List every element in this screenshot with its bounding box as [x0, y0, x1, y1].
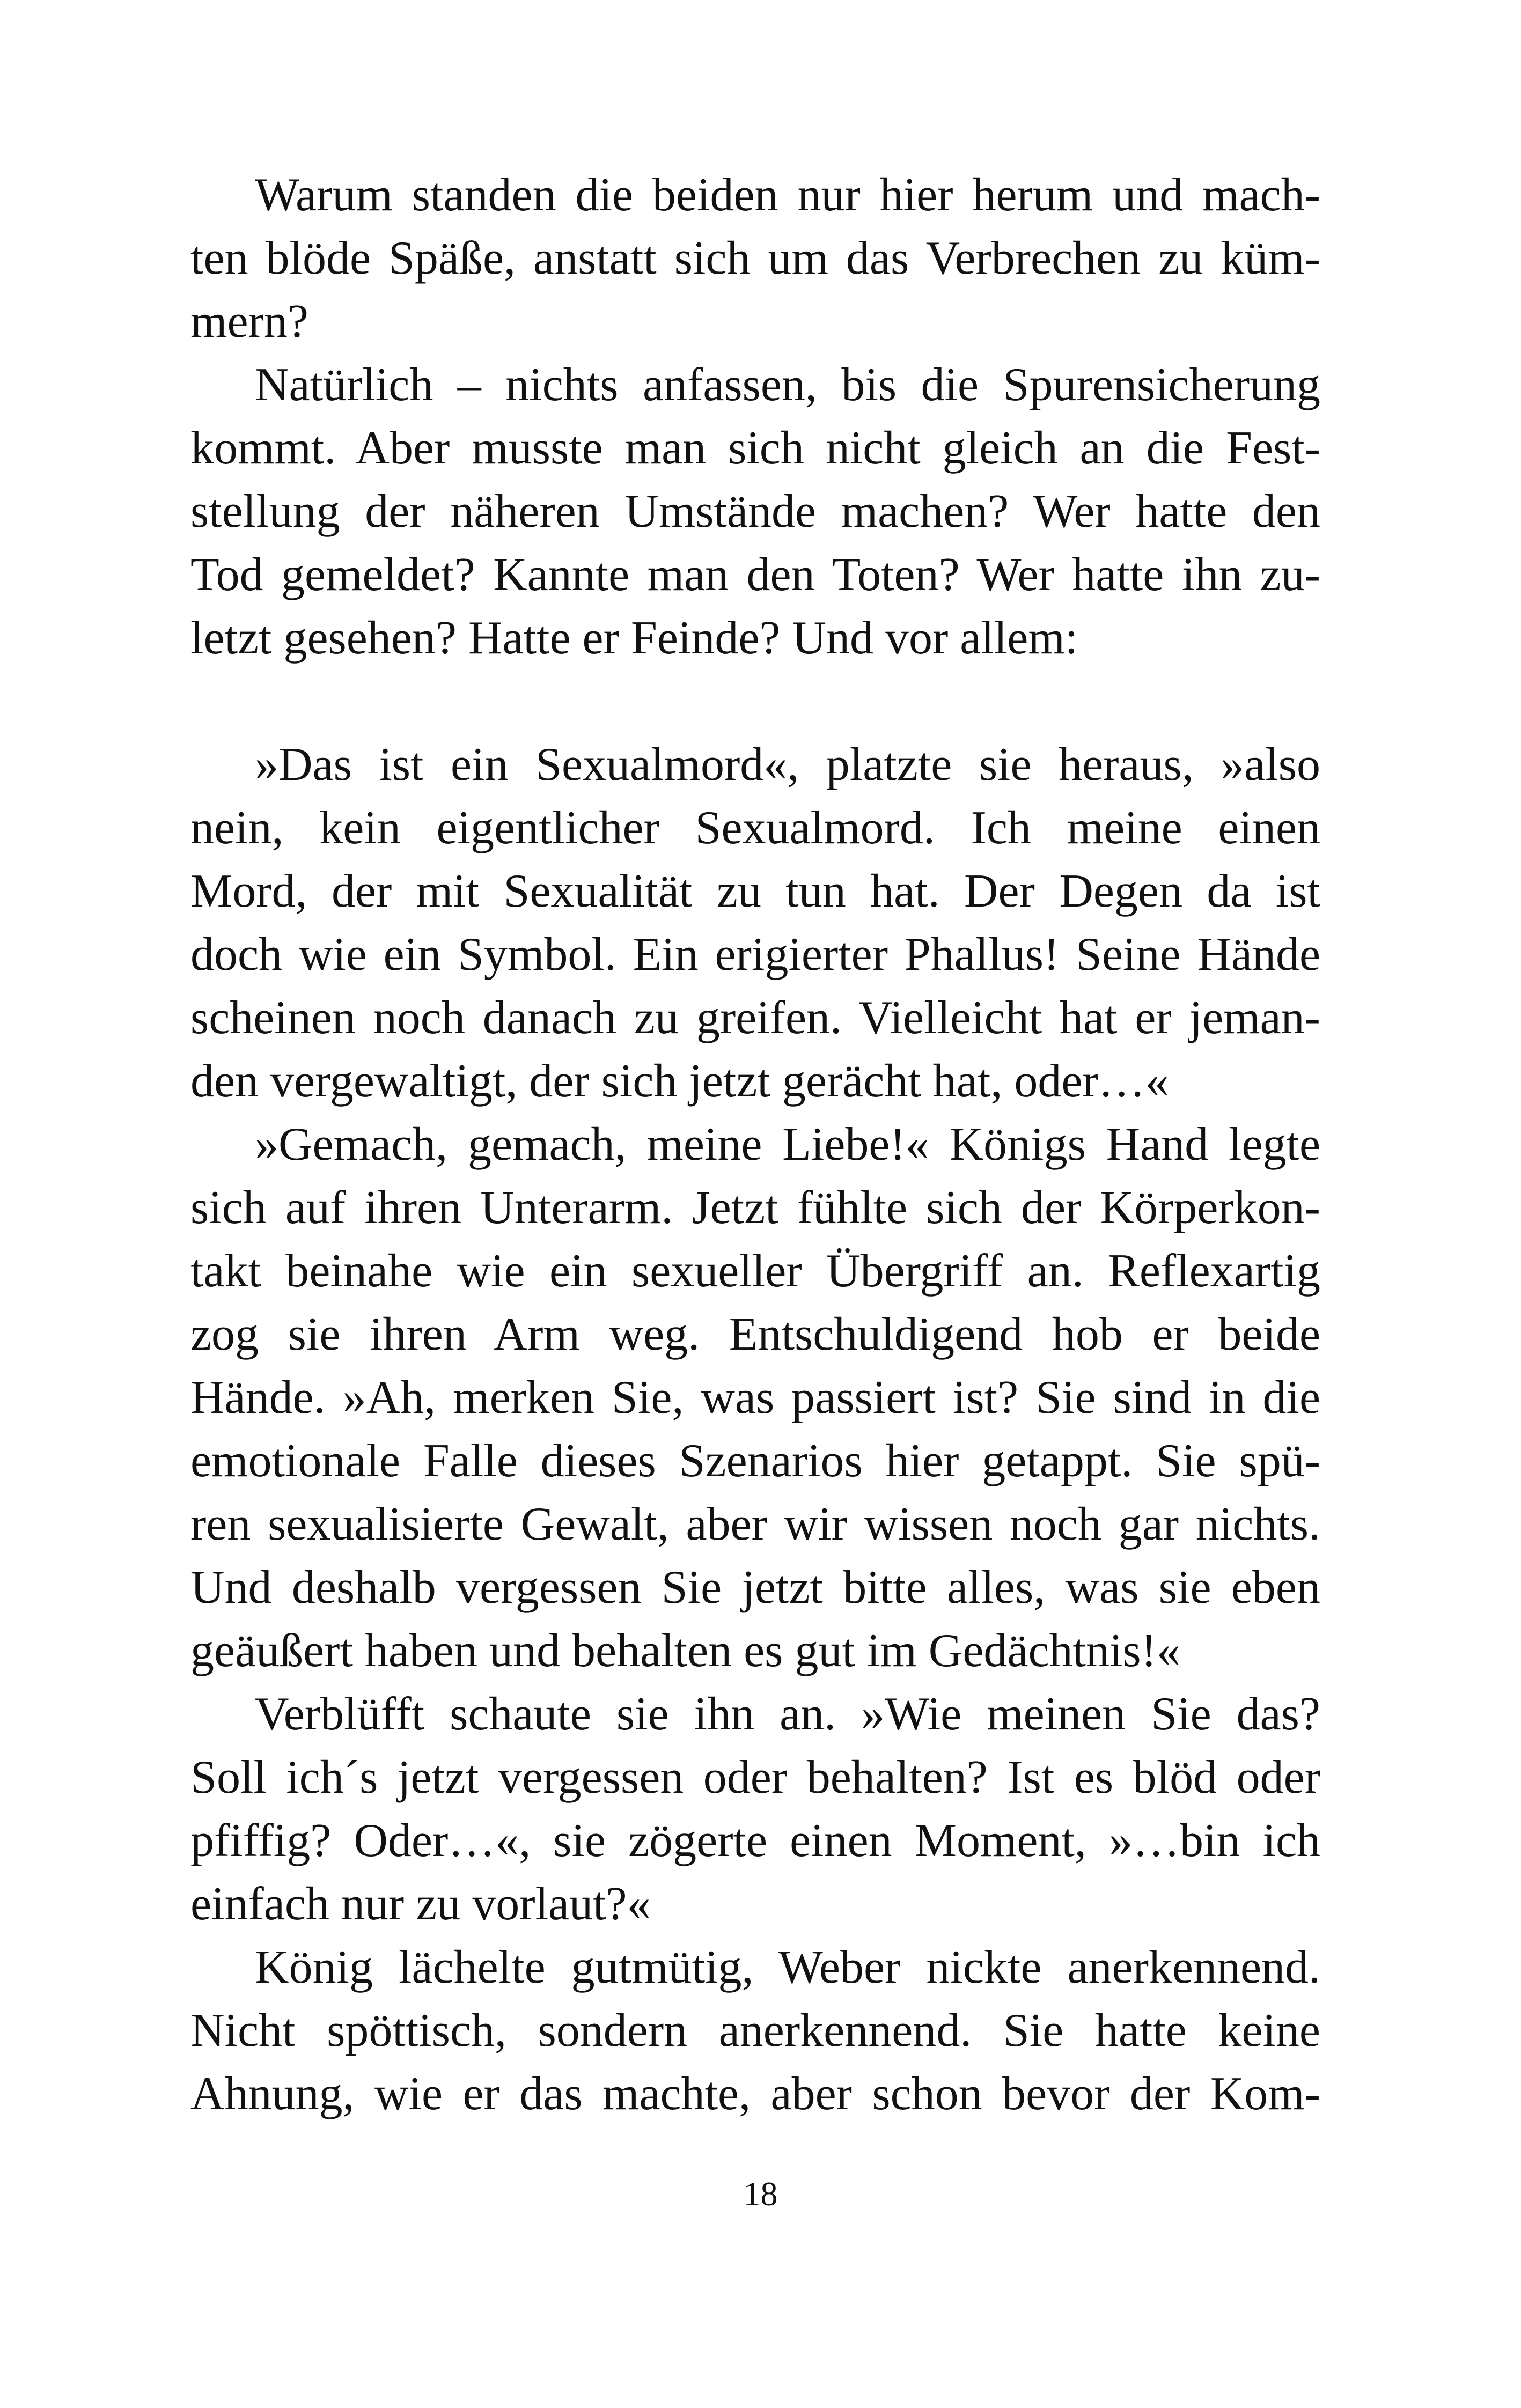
text-line: pfiffig? Oder…«, sie zögerte einen Moment, »…bin ich [190, 1815, 1320, 1867]
text-line: Verblüfft schaute sie ihn an. »Wie meinen Sie das? [255, 1688, 1320, 1740]
text-line: ren sexualisierte Gewalt, aber wir wissen noch gar nichts. [190, 1498, 1320, 1550]
text-line: nein, kein eigentlicher Sexualmord. Ich meine einen [190, 802, 1320, 854]
text-line: einfach nur zu vorlaut?« [190, 1878, 651, 1930]
text-line: Warum standen die beiden nur hier herum und mach- [255, 169, 1320, 221]
page-number: 18 [743, 2175, 778, 2213]
text-line: ten blöde Späße, anstatt sich um das Verbrechen zu küm- [190, 232, 1320, 284]
text-line: Soll ich´s jetzt vergessen oder behalten? Ist es blöd oder [190, 1751, 1320, 1803]
text-line: sich auf ihren Unterarm. Jetzt fühlte sich der Körperkon- [190, 1182, 1320, 1234]
text-line: emotionale Falle dieses Szenarios hier getappt. Sie spü- [190, 1435, 1320, 1487]
text-line: »Das ist ein Sexualmord«, platzte sie heraus, »also [255, 739, 1320, 791]
text-line: Und deshalb vergessen Sie jetzt bitte alles, was sie eben [190, 1562, 1320, 1614]
text-line: Tod gemeldet? Kannte man den Toten? Wer hatte ihn zu- [190, 549, 1320, 601]
text-line: letzt gesehen? Hatte er Feinde? Und vor allem: [190, 612, 1078, 664]
text-line: den vergewaltigt, der sich jetzt gerächt hat, oder…« [190, 1055, 1169, 1107]
text-line: geäußert haben und behalten es gut im Gedächtnis!« [190, 1625, 1180, 1677]
text-line: König lächelte gutmütig, Weber nickte anerkennend. [255, 1941, 1320, 1993]
text-line: Mord, der mit Sexualität zu tun hat. Der Degen da ist [190, 865, 1320, 917]
text-line: »Gemach, gemach, meine Liebe!« Königs Hand legte [255, 1118, 1320, 1170]
text-line: Natürlich – nichts anfassen, bis die Spurensicherung [255, 359, 1320, 411]
text-line: Hände. »Ah, merken Sie, was passiert ist? Sie sind in die [190, 1372, 1320, 1424]
text-line: stellung der näheren Umstände machen? Wer hatte den [190, 485, 1320, 537]
text-line: zog sie ihren Arm weg. Entschuldigend hob er beide [190, 1308, 1320, 1360]
text-line: takt beinahe wie ein sexueller Übergriff an. Reflexartig [190, 1245, 1320, 1297]
text-line: kommt. Aber musste man sich nicht gleich an die Fest- [190, 422, 1320, 474]
text-line: Ahnung, wie er das machte, aber schon bevor der Kom- [190, 2068, 1320, 2120]
text-line: scheinen noch danach zu greifen. Vielleicht hat er jeman- [190, 992, 1320, 1044]
text-line: Nicht spöttisch, sondern anerkennend. Sie hatte keine [190, 2005, 1320, 2057]
text-line: doch wie ein Symbol. Ein erigierter Phallus! Seine Hände [190, 929, 1320, 981]
text-line: mern? [190, 296, 308, 348]
